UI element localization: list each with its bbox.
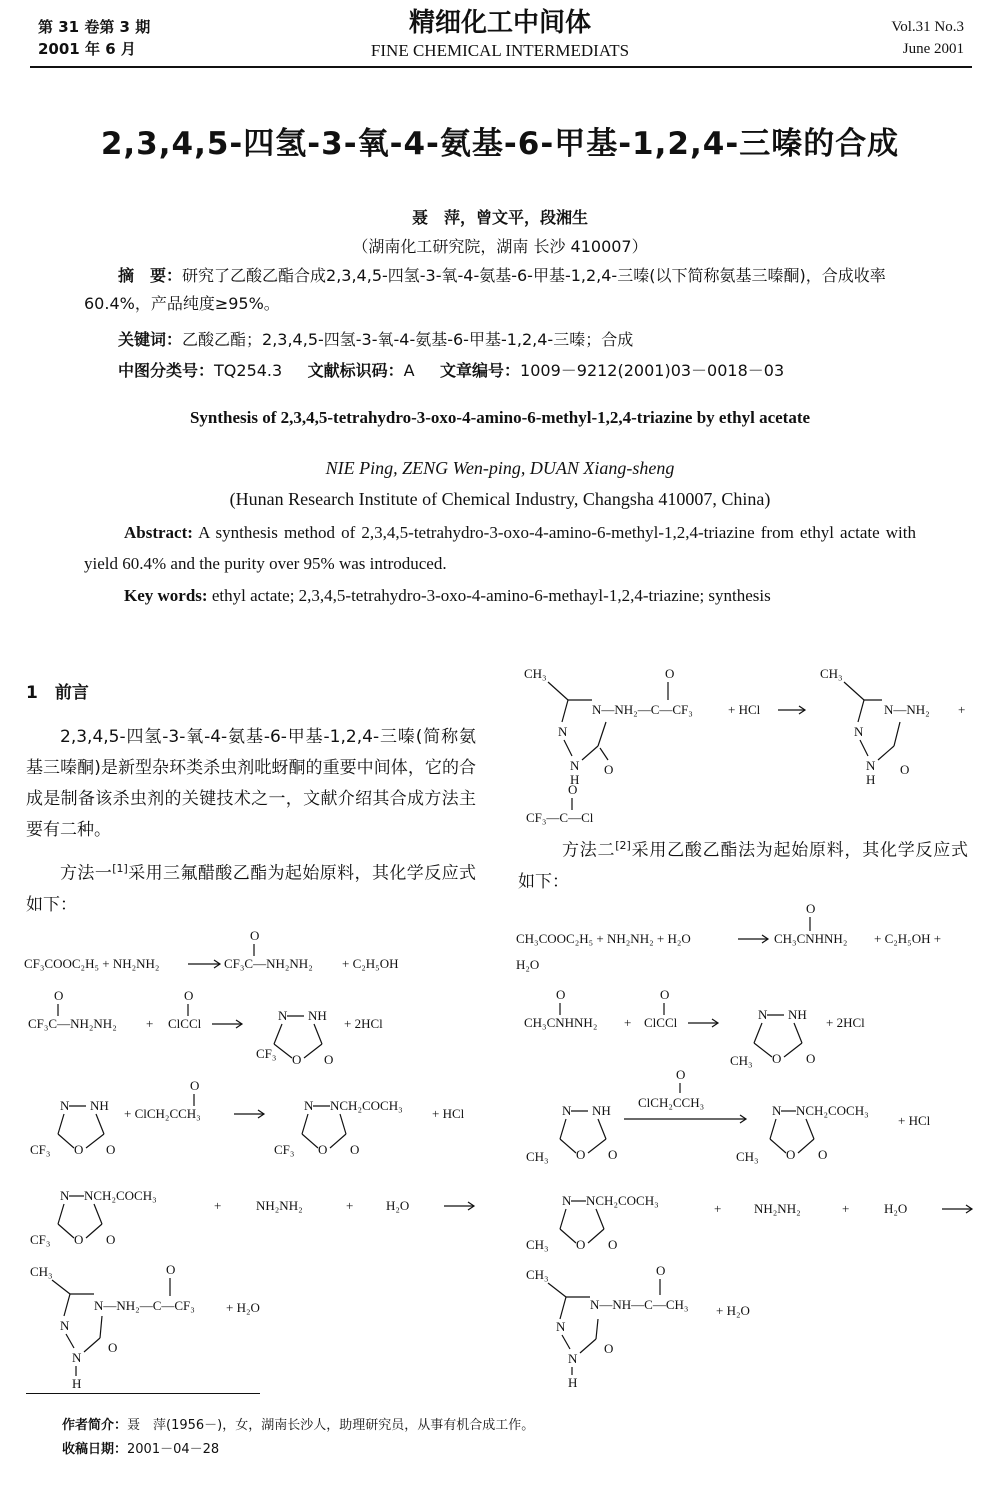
ring-n-label: N [570, 758, 580, 773]
water-label: H₂O [386, 1198, 410, 1213]
plus-sign: + [842, 1201, 850, 1216]
phosgene-label: ClCCl [644, 1015, 678, 1030]
carbonyl-o-label: O [166, 1262, 176, 1277]
ring-n-substituent: N—NH₂—C—CF₃ [592, 702, 693, 717]
keywords-cn-text: 乙酸乙酯；2,3,4,5-四氢-3-氧-4-氨基-6-甲基-1,2,4-三嗪；合成 [182, 330, 634, 349]
clc-label: 中图分类号： [118, 361, 215, 380]
hydrazine-label: NH₂NH₂ [256, 1198, 303, 1213]
m2-r1-byproduct: + C₂H₅OH + [874, 931, 942, 946]
carbonyl-o-label: O [106, 1142, 116, 1157]
carbonyl-o-label: O [806, 901, 816, 916]
ring-n-label: N [60, 1098, 70, 1113]
acetonyl-substituent: NCH₂COCH₃ [330, 1098, 403, 1113]
carbonyl-o-label: O [350, 1142, 360, 1157]
method-two-text: 采用乙酸乙酯法为起始原料，其化学反应式如下： [518, 840, 969, 892]
m2-r1-reactants: CH₃COOC₂H₅ + NH₂NH₂ + H₂O [516, 931, 691, 946]
acetonyl-substituent: NCH₂COCH₃ [796, 1103, 869, 1118]
abstract-cn [84, 262, 914, 318]
reagent-hcl: + HCl [728, 702, 761, 717]
ring-n-label: N [72, 1350, 82, 1365]
method-two-paragraph [518, 830, 968, 898]
author-bio-label: 作者简介： [62, 1418, 128, 1433]
ring-nh-label: NH [90, 1098, 109, 1113]
keywords-en [84, 580, 916, 611]
acetonyl-substituent: NCH₂COCH₃ [586, 1193, 659, 1208]
carbonyl-o-label: O [604, 762, 614, 777]
reaction-scheme-m1-final [520, 660, 980, 830]
plus-sign: + [714, 1201, 722, 1216]
methyl-label: CH₃ [524, 666, 547, 681]
article-no-label: 文章编号： [440, 361, 521, 380]
article-no-value: 1009－9212(2001)03－0018－03 [520, 361, 785, 380]
doc-code-value: A [403, 361, 415, 380]
ring-n-label: N [558, 724, 568, 739]
r1-reactants: CF₃COOC₂H₅ + NH₂NH₂ [24, 956, 160, 971]
carbonyl-o-label: O [656, 1263, 666, 1278]
volume-issue-cn: 第 31 卷第 3 期 [38, 18, 151, 36]
ring-n-label: N [568, 1351, 578, 1366]
issue-info-cn [38, 16, 150, 60]
ring-n-label: N [60, 1318, 70, 1333]
acyl-chloride-product: CF₃—C—Cl [526, 810, 594, 825]
m2-r2-reactant: CH₃CNHNH₂ [524, 1015, 598, 1030]
r3-byproduct: + HCl [432, 1106, 465, 1121]
carbonyl-o-label: O [676, 1067, 686, 1082]
ring-nh-label: NH [788, 1007, 807, 1022]
ring-n-label: N [866, 758, 876, 773]
r1-product: CF₃C—NH₂NH₂ [224, 956, 313, 971]
affiliation-cn: （湖南化工研究院，湖南 长沙 410007） [352, 237, 648, 256]
carbonyl-o-label: O [106, 1232, 116, 1247]
ring-h-label: H [568, 1375, 578, 1390]
method-two-label: 方法二 [562, 840, 616, 861]
received-date [62, 1438, 219, 1457]
carbonyl-o-label: O [250, 928, 260, 943]
ring-n-substituent: N—NH₂—C—CF₃ [94, 1298, 195, 1313]
abstract-en-label: Abstract: [124, 523, 193, 542]
ring-o-label: O [318, 1142, 328, 1157]
water-byproduct: + H₂O [716, 1303, 750, 1318]
ring-nh-label: NH [308, 1008, 327, 1023]
ring-n-label: N [556, 1319, 566, 1334]
reaction-scheme-method-two [516, 895, 986, 1390]
methyl-label: CH₃ [526, 1149, 549, 1164]
keywords-en-text: ethyl actate; 2,3,4,5-tetrahydro-3-oxo-4-amino-6-methayl-1,2,4-triazine; synthesis [207, 586, 771, 605]
methyl-label: CH₃ [30, 1264, 53, 1279]
r2-byproduct: + 2HCl [344, 1016, 383, 1031]
ring-o-label: O [576, 1237, 586, 1252]
plus-sign: + [214, 1198, 222, 1213]
citation-ref-2: [2] [615, 839, 631, 852]
ring-n-label: N [758, 1007, 768, 1022]
date-en: June 2001 [902, 41, 964, 57]
received-date-label: 收稿日期： [62, 1442, 128, 1457]
carbonyl-o-label: O [818, 1147, 828, 1162]
carbonyl-o-label: O [604, 1341, 614, 1356]
abstract-en [84, 517, 916, 579]
m2-r2-byproduct: + 2HCl [826, 1015, 865, 1030]
ring-n-label: N [772, 1103, 782, 1118]
date-cn: 2001 年 6 月 [38, 40, 136, 58]
water-label: H₂O [884, 1201, 908, 1216]
paper-title-en: Synthesis of 2,3,4,5-tetrahydro-3-oxo-4-amino-6-methyl-1,2,4-triazine by ethyl acetate [189, 408, 811, 427]
issue-info-en [891, 16, 964, 60]
amino-substituent: N—NH₂ [884, 702, 930, 717]
carbonyl-o-label: O [608, 1147, 618, 1162]
carbonyl-o-label: O [108, 1340, 118, 1355]
authors-en: NIE Ping, ZENG Wen-ping, DUAN Xiang-sheng [325, 458, 675, 478]
ring-h-label: H [866, 772, 876, 787]
method-one-paragraph [26, 853, 476, 921]
footnote-rule [26, 1393, 260, 1394]
carbonyl-o-label: O [556, 987, 566, 1002]
plus-sign: + [624, 1015, 632, 1030]
methyl-label: CH₃ [736, 1149, 759, 1164]
r2-reactant: CF₃C—NH₂NH₂ [28, 1016, 117, 1031]
r3-reagent: + ClCH₂CCH₃ [124, 1106, 201, 1121]
acetonyl-substituent: NCH₂COCH₃ [84, 1188, 157, 1203]
keywords-cn-label: 关键词： [118, 330, 183, 349]
ring-n-label: N [278, 1008, 288, 1023]
r1-byproduct: + C₂H₅OH [342, 956, 399, 971]
received-date-text: 2001－04－28 [127, 1442, 220, 1457]
intro-paragraph: 2,3,4,5-四氢-3-氧-4-氨基-6-甲基-1,2,4-三嗪(简称氨基三嗪酮)是新型杂环类杀虫剂吡蚜酮的重要中间体，它的合成是制备该杀虫剂的关键技术之一，文献介绍其合成方法主要有二种。 [26, 727, 476, 840]
ring-o-label: O [786, 1147, 796, 1162]
authors-cn: 聂 萍，曾文平，段湘生 [411, 208, 588, 227]
doc-code-label: 文献标识码： [307, 361, 404, 380]
carbonyl-o-label: O [568, 782, 578, 797]
m2-r1-product: CH₃CNHNH₂ [774, 931, 848, 946]
section-heading: 1 前言 [26, 683, 89, 703]
methyl-label: CH₃ [820, 666, 843, 681]
abstract-cn-text: 研究了乙酸乙酯合成2,3,4,5-四氢-3-氧-4-氨基-6-甲基-1,2,4-三嗪(以下简称氨基三嗪酮)，合成收率60.4%，产品纯度≥95%。 [84, 266, 886, 313]
reaction-scheme-method-one [24, 920, 484, 1390]
plus-sign: + [146, 1016, 154, 1031]
journal-name-cn: 精细化工中间体 [408, 8, 591, 38]
ring-o-label: O [576, 1147, 586, 1162]
classification [84, 357, 914, 385]
abstract-cn-label: 摘 要： [118, 266, 183, 285]
cf3-label: CF₃ [30, 1142, 51, 1157]
ring-o-label: O [74, 1142, 84, 1157]
ring-nh-label: NH [592, 1103, 611, 1118]
journal-name-en: FINE CHEMICAL INTERMEDIATS [370, 41, 630, 60]
keywords-en-label: Key words: [124, 586, 208, 605]
cf3-label: CF₃ [274, 1142, 295, 1157]
ring-n-label: N [562, 1193, 572, 1208]
carbonyl-o-label: O [660, 987, 670, 1002]
carbonyl-o-label: O [665, 666, 675, 681]
m2-r3-byproduct: + HCl [898, 1113, 931, 1128]
header-rule [30, 66, 972, 68]
journal-name [300, 6, 700, 62]
carbonyl-o-label: O [190, 1078, 200, 1093]
m2-r1-water: H₂O [516, 957, 540, 972]
carbonyl-o-label: O [54, 988, 64, 1003]
cf3-label: CF₃ [256, 1046, 277, 1061]
ring-o-label: O [772, 1051, 782, 1066]
ring-n-label: N [60, 1188, 70, 1203]
author-bio [62, 1414, 534, 1433]
ring-n-label: N [562, 1103, 572, 1118]
ring-o-label: O [74, 1232, 84, 1247]
carbonyl-o-label: O [184, 988, 194, 1003]
methyl-label: CH₃ [526, 1237, 549, 1252]
m2-r3-reagent: ClCH₂CCH₃ [638, 1095, 705, 1110]
author-bio-text: 聂 萍(1956－)，女，湖南长沙人，助理研究员，从事有机合成工作。 [127, 1418, 535, 1433]
phosgene-label: ClCCl [168, 1016, 202, 1031]
clc-value: TQ254.3 [214, 361, 283, 380]
ring-n-label: N [854, 724, 864, 739]
plus-sign: + [346, 1198, 354, 1213]
ring-n-substituent: N—NH—C—CH₃ [590, 1297, 689, 1312]
method-one-label: 方法一 [60, 863, 113, 884]
abstract-en-text: A synthesis method of 2,3,4,5-tetrahydro-3-oxo-4-amino-6-methyl-1,2,4-triazine from ethyl actate with yield 60.4% and the purity over 95% was introduced. [84, 523, 916, 573]
carbonyl-o-label: O [806, 1051, 816, 1066]
carbonyl-o-label: O [608, 1237, 618, 1252]
methyl-label: CH₃ [730, 1053, 753, 1068]
affiliation-en: (Hunan Research Institute of Chemical Industry, Changsha 410007, China) [229, 489, 771, 509]
ring-h-label: H [72, 1376, 82, 1390]
volume-issue-en: Vol.31 No.3 [891, 19, 964, 35]
ring-h-label: H [570, 772, 580, 787]
citation-ref-1: [1] [112, 862, 128, 875]
keywords-cn [84, 326, 914, 354]
ring-n-label: N [304, 1098, 314, 1113]
carbonyl-o-label: O [324, 1052, 334, 1067]
methyl-label: CH₃ [526, 1267, 549, 1282]
plus-sign: + [958, 702, 966, 717]
method-one-text: 采用三氟醋酸乙酯为起始原料，其化学反应式如下： [26, 863, 477, 915]
hydrazine-label: NH₂NH₂ [754, 1201, 801, 1216]
water-byproduct: + H₂O [226, 1300, 260, 1315]
paper-title-cn: 2,3,4,5-四氢-3-氧-4-氨基-6-甲基-1,2,4-三嗪的合成 [100, 126, 900, 162]
cf3-label: CF₃ [30, 1232, 51, 1247]
carbonyl-o-label: O [900, 762, 910, 777]
ring-o-label: O [292, 1052, 302, 1067]
